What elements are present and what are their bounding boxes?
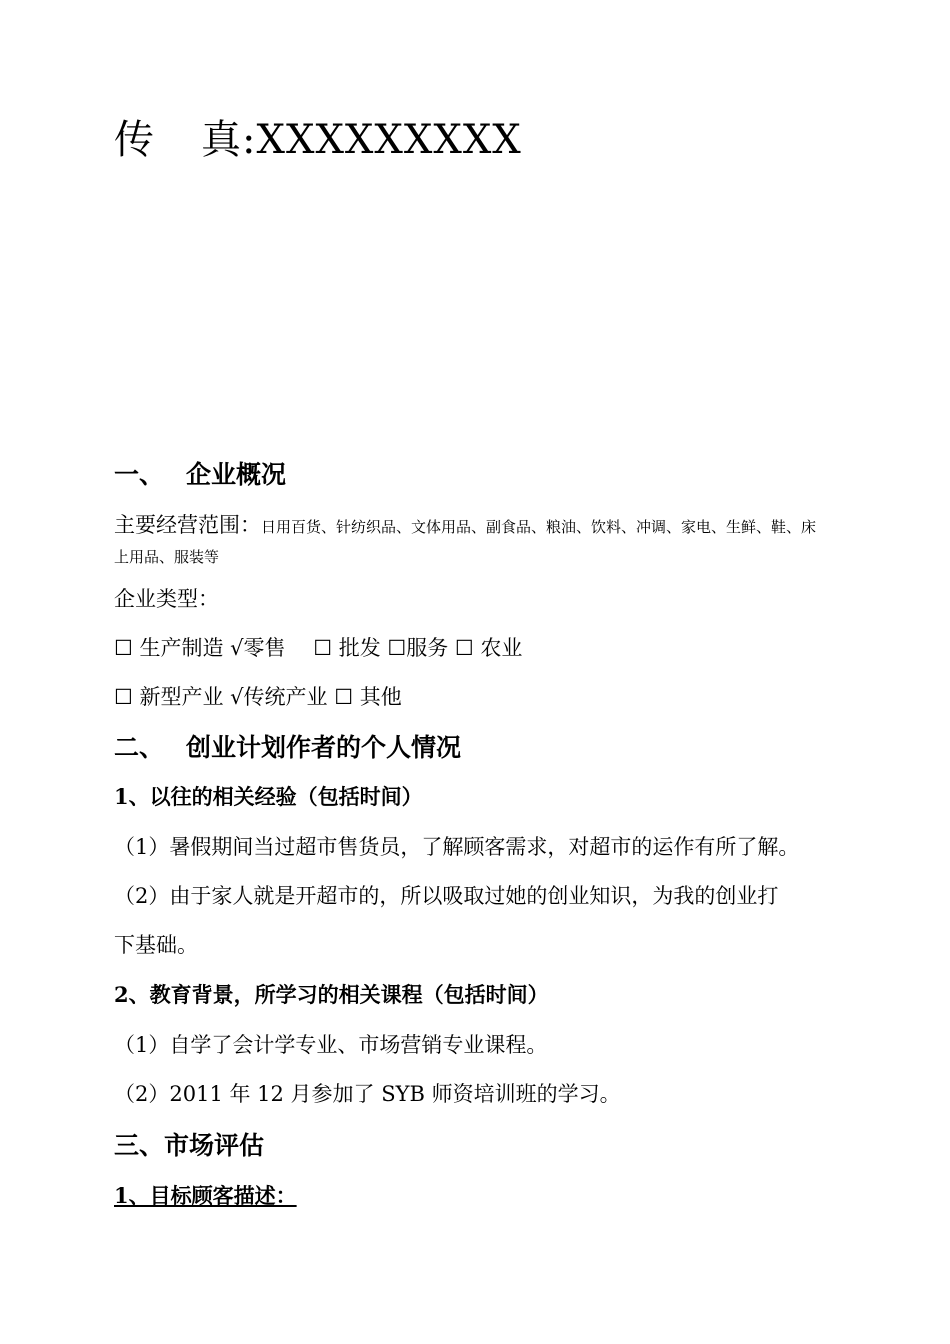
- section2-title: 创业计划作者的个人情况: [186, 733, 462, 762]
- enterprise-type-row1: ☐ 生产制造 √零售 ☐ 批发 ☐服务 ☐ 农业: [114, 636, 523, 660]
- target-customer-subheading: 1、目标顾客描述：: [114, 1183, 297, 1208]
- fax-separator: :: [242, 117, 257, 163]
- business-scope-line2: 上用品、服装等: [114, 548, 220, 566]
- experience-subheading: 1、以往的相关经验（包括时间）: [114, 784, 423, 809]
- education-subheading: 2、教育背景，所学习的相关课程（包括时间）: [114, 982, 549, 1007]
- fax-label-b: 真: [201, 117, 242, 163]
- fax-label-a: 传: [114, 117, 155, 163]
- business-scope-line1: [114, 510, 816, 542]
- section1-heading: [114, 458, 286, 492]
- business-scope-text: 日用百货、针纺织品、文体用品、副食品、粮油、饮料、冲调、家电、生鲜、鞋、床: [261, 518, 817, 536]
- experience-item-2-line1: （2）由于家人就是开超市的，所以吸取过她的创业知识，为我的创业打: [114, 884, 779, 908]
- experience-item-1: （1）暑假期间当过超市售货员，了解顾客需求，对超市的运作有所了解。: [114, 835, 800, 859]
- education-item-1: （1）自学了会计学专业、市场营销专业课程。: [114, 1033, 548, 1057]
- enterprise-type-label: 企业类型：: [114, 587, 219, 611]
- section2-heading: [114, 731, 461, 765]
- section1-title: 企业概况: [186, 460, 287, 489]
- business-scope-label: 主要经营范围：: [114, 513, 261, 537]
- experience-item-2-line2: 下基础。: [114, 933, 198, 957]
- section3-heading: 三、市场评估: [114, 1131, 265, 1160]
- section2-number: 二、: [114, 733, 165, 762]
- fax-value: XXXXXXXXX: [256, 117, 522, 163]
- enterprise-type-row2: ☐ 新型产业 √传统产业 ☐ 其他: [114, 685, 402, 709]
- education-item-2: （2）2011 年 12 月参加了 SYB 师资培训班的学习。: [114, 1082, 621, 1106]
- fax-line: [114, 112, 522, 168]
- section1-number: 一、: [114, 460, 165, 489]
